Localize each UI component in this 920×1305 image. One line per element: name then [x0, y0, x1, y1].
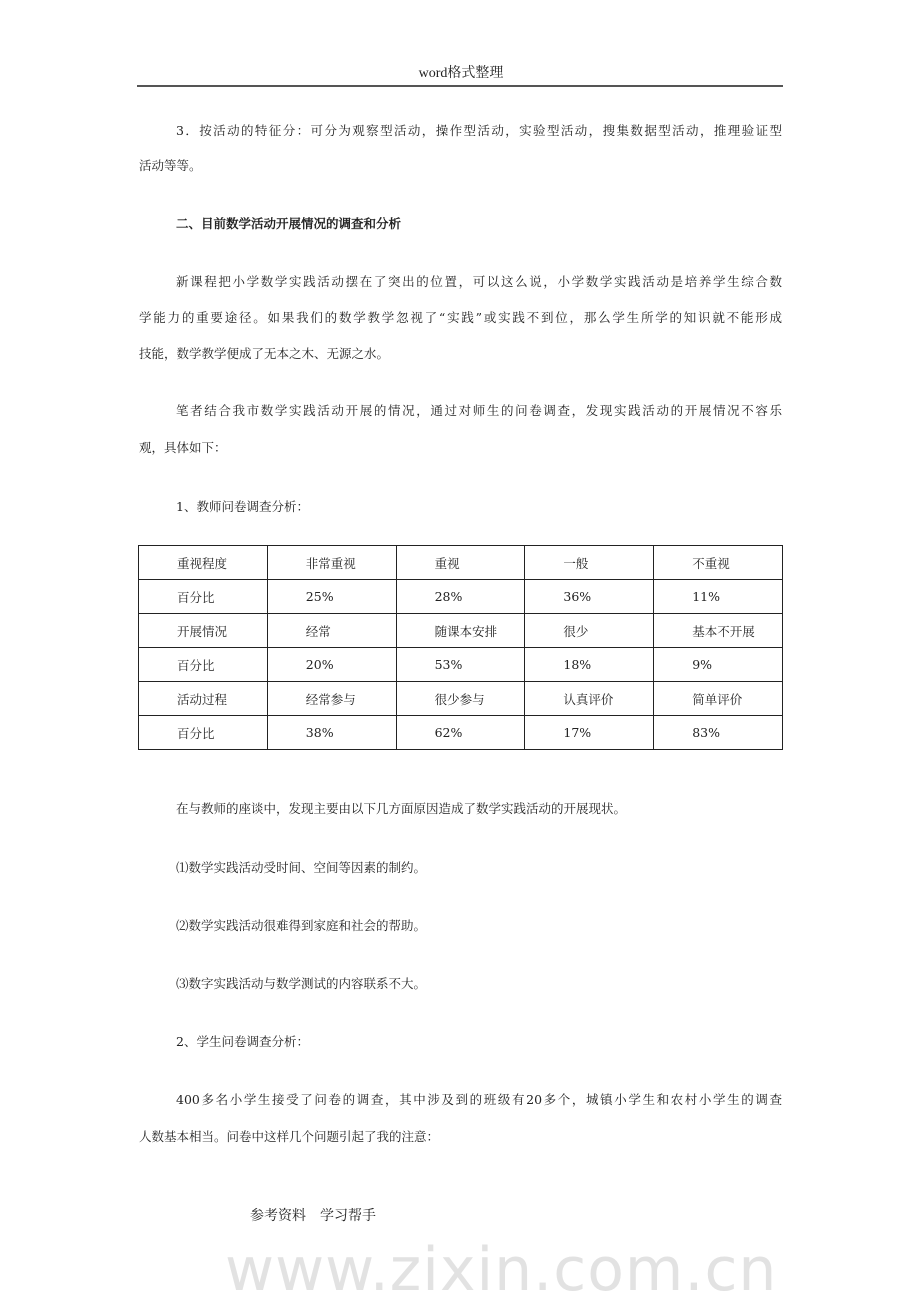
table-cell: 18% — [525, 648, 654, 682]
table-row — [139, 716, 783, 750]
paragraph-line: 新课程把小学数学实践活动摆在了突出的位置，可以这么说，小学数学实践活动是培养学生综合数 — [176, 274, 782, 289]
table-cell: 9% — [654, 648, 783, 682]
table-cell: 一般 — [525, 546, 654, 580]
table-cell: 百分比 — [139, 716, 268, 750]
table-cell: 36% — [525, 580, 654, 614]
subheading-student-survey: 2、学生问卷调查分析： — [176, 1034, 309, 1049]
paragraph-line: 笔者结合我市数学实践活动开展的情况，通过对师生的问卷调查，发现实践活动的开展情况不容乐 — [176, 403, 782, 418]
table-cell: 经常 — [267, 614, 396, 648]
table-cell: 经常参与 — [267, 682, 396, 716]
reason-item: ⑴数学实践活动受时间、空间等因素的制约。 — [176, 860, 427, 875]
table-cell: 百分比 — [139, 580, 268, 614]
table-cell: 不重视 — [654, 546, 783, 580]
reason-item: ⑶数字实践活动与数学测试的内容联系不大。 — [176, 976, 427, 991]
table-cell: 28% — [396, 580, 525, 614]
paragraph-line: 在与教师的座谈中，发现主要由以下几方面原因造成了数学实践活动的开展现状。 — [176, 801, 627, 816]
table-cell: 17% — [525, 716, 654, 750]
paragraph-line: 400多名小学生接受了问卷的调查，其中涉及到的班级有20多个，城镇小学生和农村小学生的调查 — [176, 1092, 782, 1107]
table-cell: 62% — [396, 716, 525, 750]
paragraph-line: 观，具体如下： — [139, 440, 227, 455]
page-footer: 参考资料 学习帮手 — [250, 1208, 376, 1224]
subheading-teacher-survey: 1、教师问卷调查分析： — [176, 499, 309, 514]
table-row — [139, 546, 783, 580]
table-cell: 11% — [654, 580, 783, 614]
table-cell: 百分比 — [139, 648, 268, 682]
table-cell: 重视程度 — [139, 546, 268, 580]
table-row — [139, 614, 783, 648]
table-row — [139, 648, 783, 682]
paragraph-line: 3．按活动的特征分：可分为观察型活动，操作型活动，实验型活动，搜集数据型活动，推理验证型 — [176, 123, 782, 138]
paragraph-line: 学能力的重要途径。如果我们的数学教学忽视了“实践”或实践不到位，那么学生所学的知识就不能形成 — [139, 310, 782, 325]
table-cell: 非常重视 — [267, 546, 396, 580]
table-row — [139, 682, 783, 716]
table-cell: 38% — [267, 716, 396, 750]
reason-item: ⑵数学实践活动很难得到家庭和社会的帮助。 — [176, 918, 427, 933]
table-cell: 基本不开展 — [654, 614, 783, 648]
table-row — [139, 580, 783, 614]
table-cell: 简单评价 — [654, 682, 783, 716]
watermark: www.zixin.com.cn — [225, 1235, 778, 1305]
table-cell: 53% — [396, 648, 525, 682]
section-heading: 二、目前数学活动开展情况的调查和分析 — [176, 216, 402, 231]
table-cell: 开展情况 — [139, 614, 268, 648]
header-divider — [137, 85, 783, 87]
table-cell: 很少参与 — [396, 682, 525, 716]
table-cell: 重视 — [396, 546, 525, 580]
table-cell: 活动过程 — [139, 682, 268, 716]
table-cell: 很少 — [525, 614, 654, 648]
paragraph-line: 人数基本相当。问卷中这样几个问题引起了我的注意： — [139, 1129, 440, 1144]
page-header: word格式整理 — [418, 66, 504, 81]
table-cell: 25% — [267, 580, 396, 614]
paragraph-line: 技能，数学教学便成了无本之木、无源之水。 — [139, 346, 390, 361]
table-cell: 随课本安排 — [396, 614, 525, 648]
paragraph-line: 活动等等。 — [139, 158, 202, 173]
table-cell: 20% — [267, 648, 396, 682]
teacher-survey-table — [138, 545, 783, 750]
table-cell: 83% — [654, 716, 783, 750]
table-cell: 认真评价 — [525, 682, 654, 716]
